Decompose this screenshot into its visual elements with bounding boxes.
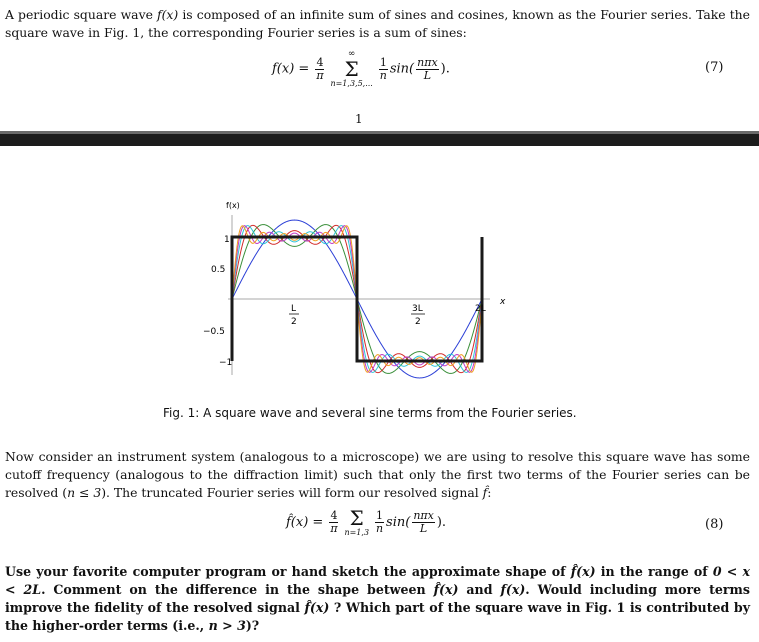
question-cond: n > 3 <box>208 618 246 633</box>
eq8-sum-sym: Σ <box>349 506 364 530</box>
y-tick-minus-1: −1 <box>219 358 233 368</box>
x-tick-3L-over-2-den: 2 <box>415 317 421 327</box>
eq7-close: ). <box>440 61 450 77</box>
eq8-sum-sub: n=1,3 <box>344 528 370 537</box>
eq7-arg-den: L <box>423 68 432 82</box>
eq7-coef <box>315 57 324 82</box>
question-text-a: Use your favorite computer program or hand sketch the approximate shape of <box>5 564 571 579</box>
question-paragraph <box>5 563 750 635</box>
y-tick-1: 1 <box>224 235 230 245</box>
y-tick-0.5: 0.5 <box>211 265 226 275</box>
eq7-coef-num: 4 <box>316 55 324 69</box>
paragraph-2 <box>5 448 750 502</box>
question-fhat-3: f̂(x) <box>304 600 330 615</box>
x-tick-L-over-2-num: L <box>291 304 297 314</box>
eq8-func: sin( <box>386 515 411 530</box>
intro-text-rest: is composed of an infinite sum of sines and cosines, known as the Fourier series. Take the square wave in Fig. 1, the corresponding Fourier series is a sum of sines: <box>5 7 750 40</box>
question-fhat-1: f̂(x) <box>570 564 596 579</box>
question-text-g: )? <box>245 618 260 633</box>
eq8-arg-den: L <box>419 522 428 535</box>
eq8-lhs: f̂(x) = <box>286 515 328 530</box>
equation-8-label: (8) <box>705 517 724 532</box>
eq7-sum-sub: n=1,3,5,... <box>330 79 373 88</box>
eq7-arg <box>416 57 439 82</box>
question-text-f: ? Which part of the square wave in Fig. 1 is contributed by the higher-order terms (i.e., <box>5 600 751 633</box>
square-wave-figure <box>0 190 759 440</box>
eq8-coef-den: π <box>330 522 338 535</box>
page-number: 1 <box>355 112 363 126</box>
eq7-sum <box>330 50 372 88</box>
figure-caption: Fig. 1: A square wave and several sine terms from the Fourier series. <box>163 406 577 420</box>
question-fhat-2: f̂(x) <box>433 582 459 597</box>
eq7-arg-num: nπx <box>417 55 438 69</box>
eq8-close: ). <box>436 515 447 530</box>
para2-cond: n ≤ 3 <box>67 485 102 500</box>
question-text-c: . Comment on the difference in the shape between <box>41 582 434 597</box>
eq8-arg-num: nπx <box>413 509 434 522</box>
eq8-coef <box>329 510 338 535</box>
eq7-term-num: 1 <box>379 55 387 69</box>
para2-fhat: f̂ <box>482 485 488 500</box>
eq7-sum-sym: Σ <box>344 57 359 81</box>
eq7-sum-sup: ∞ <box>347 49 356 59</box>
eq8-term <box>375 510 384 535</box>
eq8-sum <box>344 508 369 537</box>
equation-7 <box>272 50 450 88</box>
para2-text-c: : <box>487 485 492 500</box>
math-fx: f(x) <box>157 7 179 22</box>
equation-7-label: (7) <box>705 60 724 75</box>
intro-text: A periodic square wave <box>5 7 157 22</box>
eq7-func: sin( <box>389 61 415 77</box>
para2-text-b: ). The truncated Fourier series will form our resolved signal <box>101 485 483 500</box>
eq7-coef-den: π <box>316 68 324 82</box>
question-range: 0 < x < 2L <box>5 564 750 597</box>
question-text-d: and <box>458 582 501 597</box>
page-divider <box>0 134 759 146</box>
eq8-term-den: n <box>375 522 384 535</box>
question-text-b: in the range of <box>595 564 713 579</box>
eq8-term-num: 1 <box>376 509 384 522</box>
eq8-coef-num: 4 <box>330 509 338 522</box>
intro-paragraph <box>5 6 750 42</box>
eq7-term <box>379 57 388 82</box>
eq7-lhs: f(x) = <box>272 61 314 77</box>
x-tick-3L-over-2-num: 3L <box>412 304 423 314</box>
para2-text-a: Now consider an instrument system (analogous to a microscope) we are using to resolve this square wave has some cutoff frequency (analogous to the diffraction limit) such that only the first two terms of the Fourier series can be resolved ( <box>5 449 750 500</box>
eq7-term-den: n <box>379 68 387 82</box>
eq8-arg <box>412 510 435 535</box>
x-tick-2L: 2L <box>475 304 486 314</box>
y-tick-minus-0.5: −0.5 <box>203 327 225 337</box>
x-tick-L-over-2-den: 2 <box>291 317 297 327</box>
y-axis-label: f(x) <box>226 201 240 210</box>
equation-8 <box>286 508 446 537</box>
x-axis-label: x <box>500 297 506 307</box>
question-text-e: . Would including more terms improve the fidelity of the resolved signal <box>5 582 750 615</box>
question-fx: f(x) <box>500 582 526 597</box>
